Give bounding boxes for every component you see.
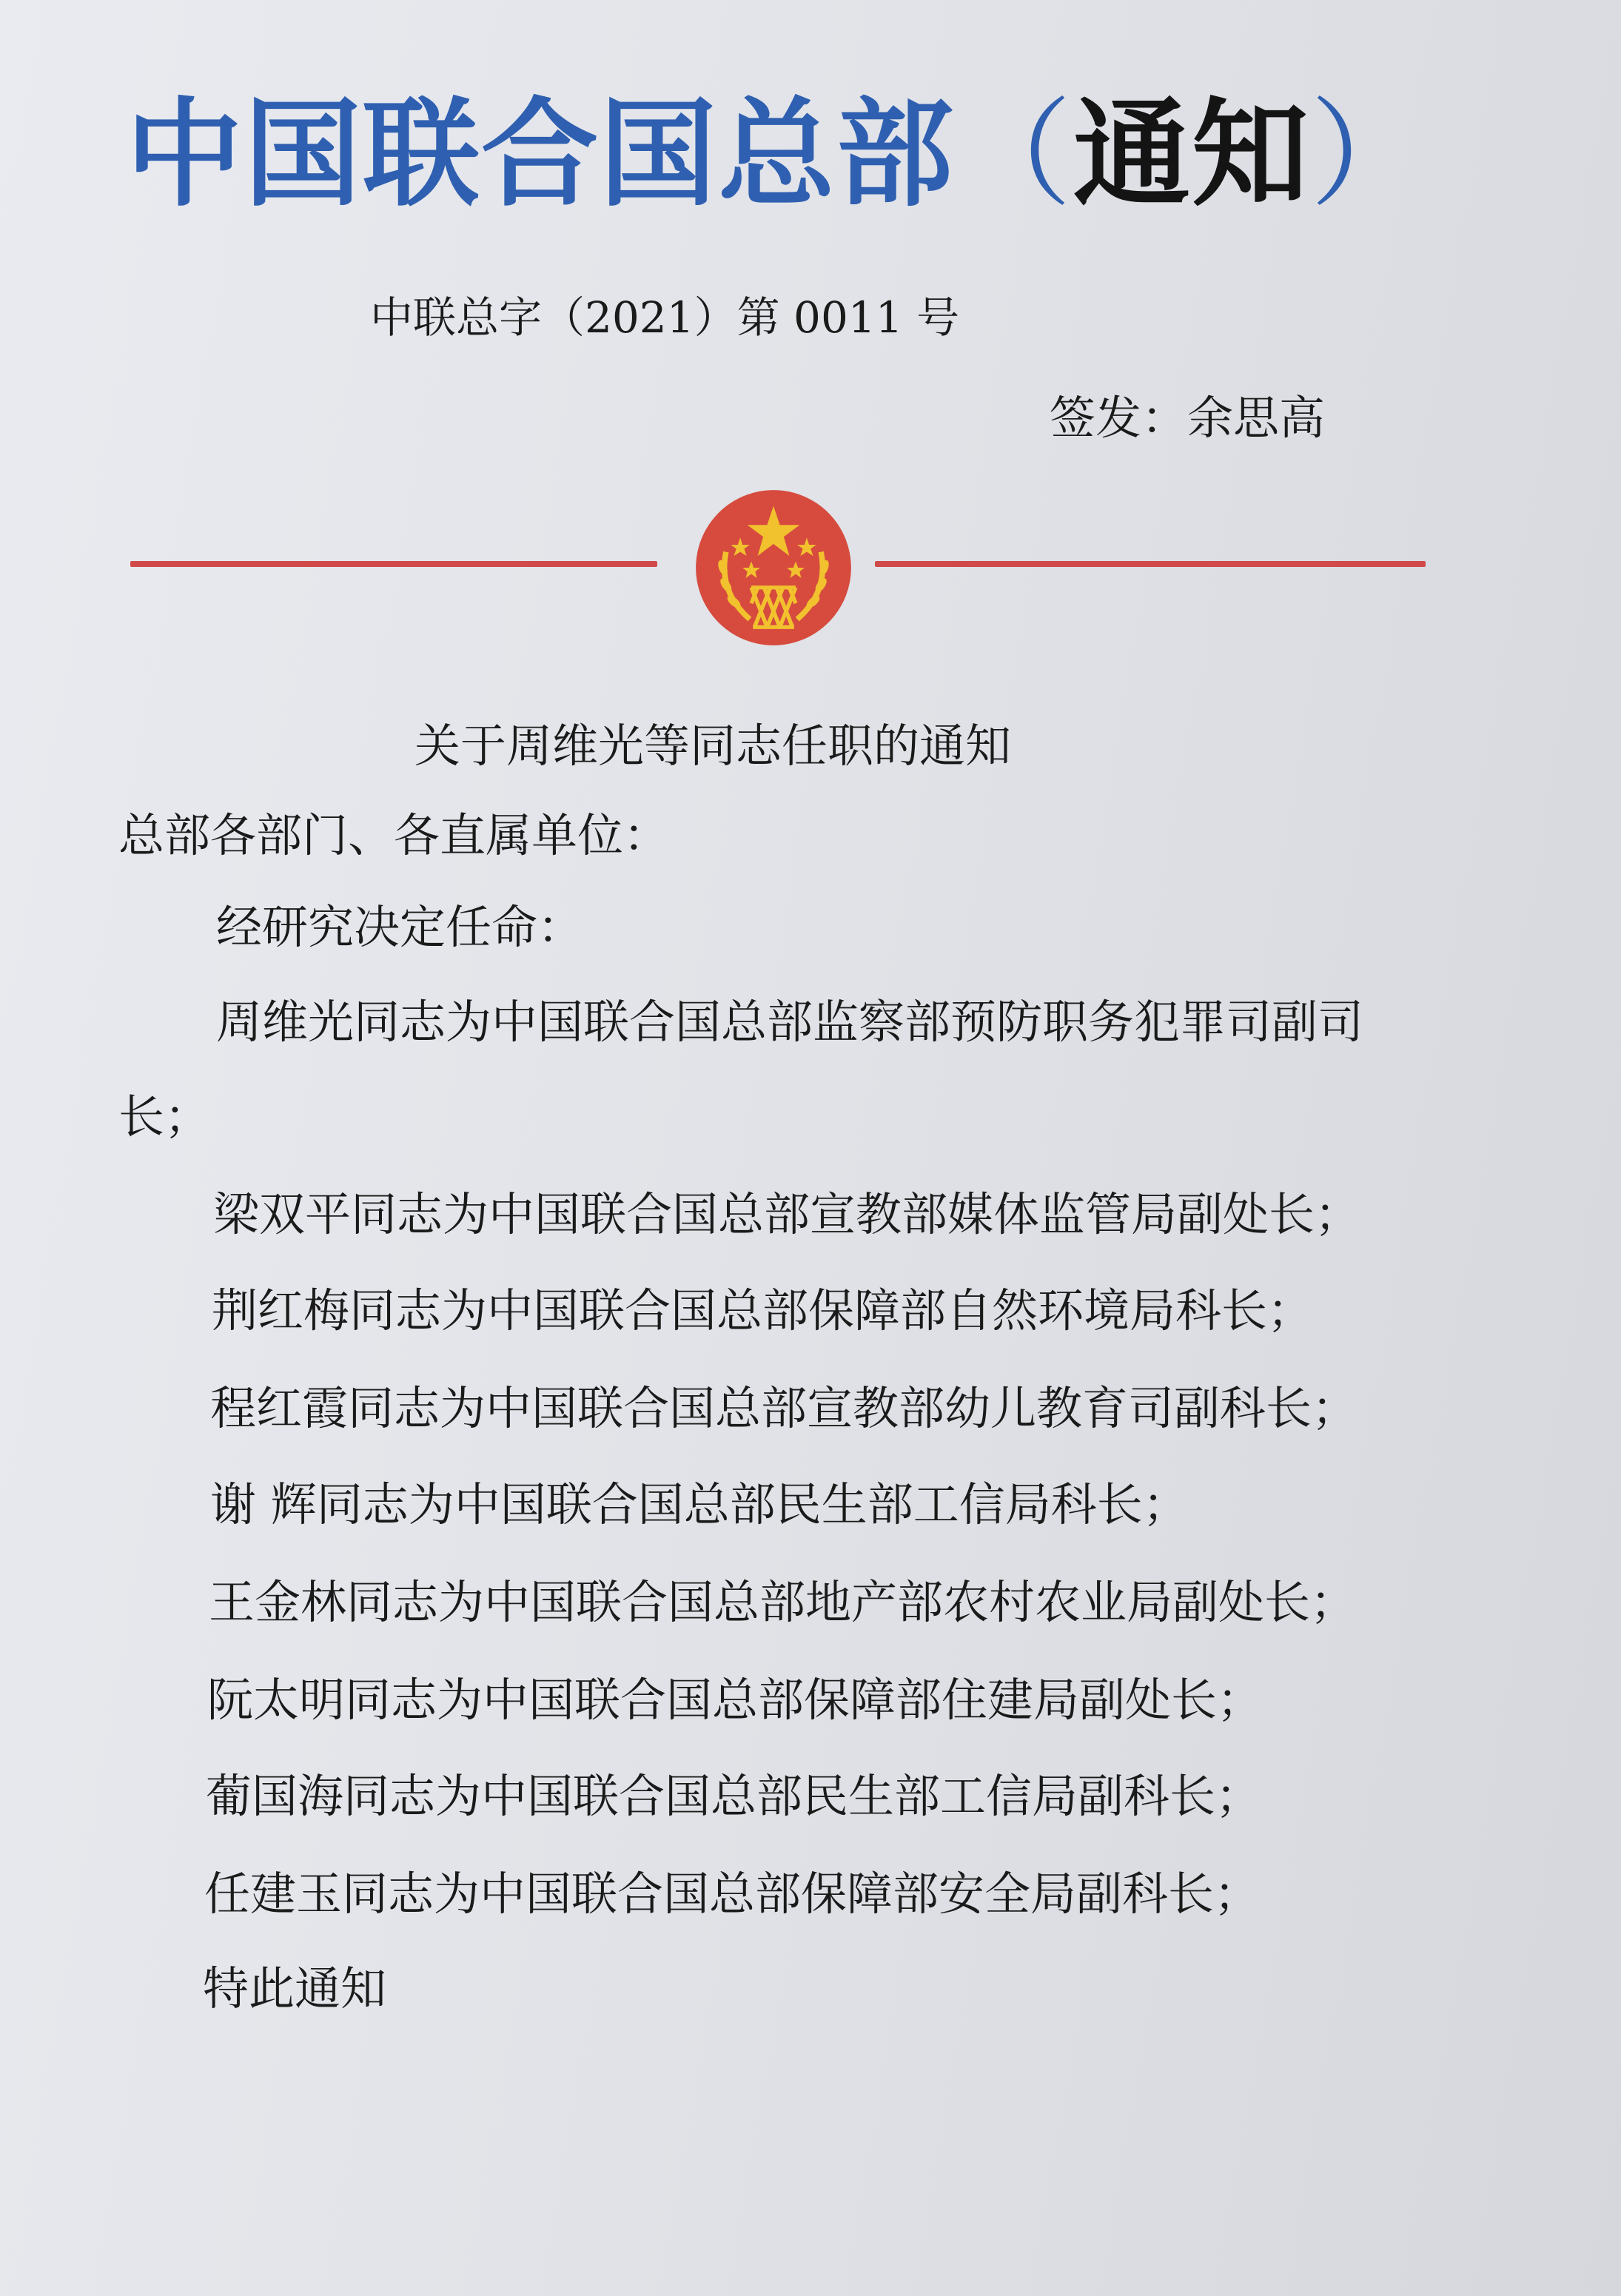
heading-paren-open: （ <box>955 87 1073 223</box>
appointment-line: 葡国海同志为中国联合国总部民生部工信局副科长； <box>206 1769 1262 1823</box>
intro-line: 经研究决定任命： <box>216 900 584 954</box>
heading-paren-close: ） <box>1310 87 1429 223</box>
appointment-line: 王金林同志为中国联合国总部地产部农村农业局副处长； <box>209 1575 1357 1629</box>
document-number: 中联总字（2021）第 0011 号 <box>370 292 960 343</box>
addressee: 总部各部门、各直属单位： <box>118 808 670 862</box>
divider-right <box>875 561 1426 567</box>
appointment-line: 谢 辉同志为中国联合国总部民生部工信局科长； <box>210 1477 1189 1531</box>
appointment-line: 任建玉同志为中国联合国总部保障部安全局副科长； <box>204 1867 1261 1921</box>
divider-left <box>130 561 657 567</box>
heading-kind: 通知 <box>1073 87 1310 223</box>
appointment-line: 荆红梅同志为中国联合国总部保障部自然环境局科长； <box>212 1283 1314 1337</box>
heading-org: 中国联合国总部 <box>126 87 955 223</box>
emblem-icon <box>694 489 853 647</box>
document-heading <box>126 87 1429 223</box>
appointment-line: 阮太明同志为中国联合国总部保障部住建局副处长； <box>207 1673 1263 1727</box>
closing-line: 特此通知 <box>203 1961 387 2015</box>
appointment-line: 梁双平同志为中国联合国总部宣教部媒体监管局副处长； <box>213 1187 1361 1241</box>
appointment-line: 程红霞同志为中国联合国总部宣教部幼儿教育司副科长； <box>210 1381 1358 1435</box>
appointment-line: 长； <box>118 1090 211 1144</box>
signer-line: 签发：余思高 <box>1050 391 1326 445</box>
appointment-line: 周维光同志为中国联合国总部监察部预防职务犯罪司副司 <box>216 995 1364 1049</box>
notice-title: 关于周维光等同志任职的通知 <box>415 719 1012 773</box>
